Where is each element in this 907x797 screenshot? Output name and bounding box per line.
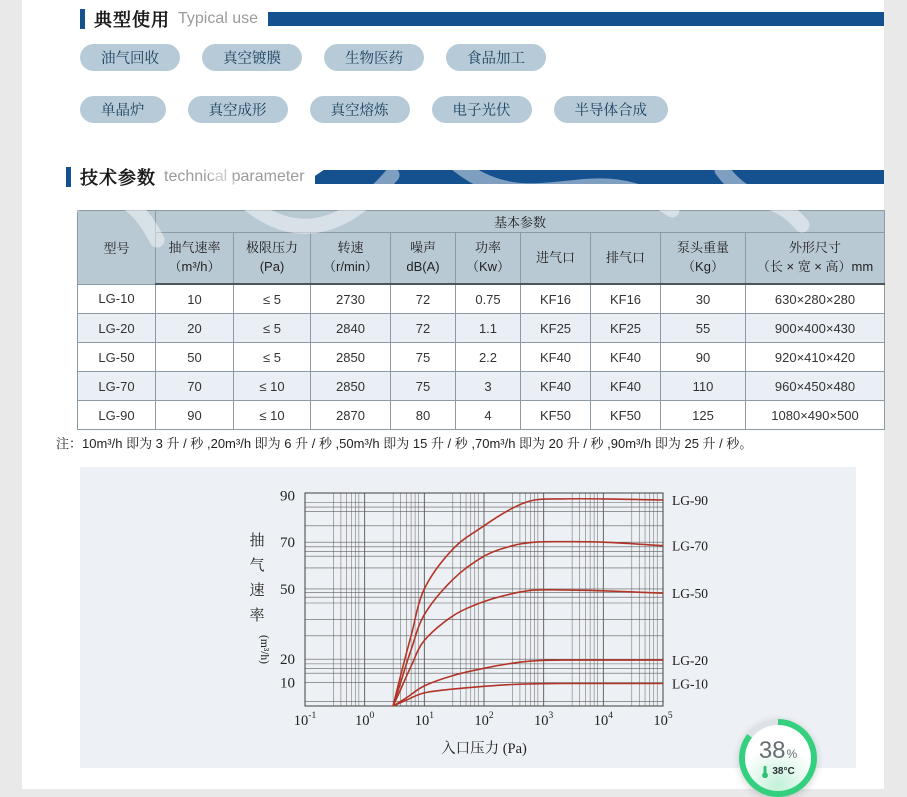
table-cell: 2.2 (456, 343, 521, 372)
table-row (78, 343, 885, 372)
table-cell: LG-20 (78, 314, 156, 343)
svg-text:70: 70 (280, 535, 295, 552)
thermometer-icon (761, 765, 769, 778)
section-rule (268, 12, 884, 26)
pump-speed-chart (80, 467, 856, 768)
svg-text:90: 90 (280, 488, 295, 505)
svg-text:103: $10^3$ (534, 711, 554, 729)
section-typical-use (80, 6, 884, 32)
table-cell: 125 (661, 401, 746, 430)
parameter-table (77, 210, 885, 430)
table-cell: KF16 (521, 284, 591, 314)
chart-canvas (80, 467, 856, 768)
table-row (78, 284, 885, 314)
table-cell: 2730 (311, 284, 391, 314)
table-row (78, 314, 885, 343)
column-header: 转速 （r/min） (311, 233, 391, 285)
svg-text:100: $10^0$ (355, 711, 375, 729)
table-cell: KF50 (591, 401, 661, 430)
table-cell: 10 (156, 284, 234, 314)
table-cell: 70 (156, 372, 234, 401)
temperature-readout: 38°C (761, 765, 794, 778)
progress-ring-inner (745, 725, 811, 791)
group-header: 基本参数 (156, 211, 885, 233)
curve-label: LG-10 (672, 676, 708, 692)
svg-text:10: 10 (280, 675, 295, 692)
table-cell: ≤ 5 (234, 284, 311, 314)
svg-text:102: $10^2$ (474, 711, 494, 729)
table-cell: 1080×490×500 (746, 401, 885, 430)
table-row (78, 401, 885, 430)
table-cell: 900×400×430 (746, 314, 885, 343)
section-title-en: Typical use (178, 10, 259, 27)
section-title-cn: 技术参数 (80, 168, 156, 188)
section-accent-bar (80, 9, 85, 29)
table-cell: 2840 (311, 314, 391, 343)
table-cell: KF40 (591, 372, 661, 401)
application-tag: 电子光伏 (432, 96, 532, 123)
curve-label: LG-20 (672, 653, 708, 669)
column-header: 泵头重量 （Kg） (661, 233, 746, 285)
tag-row-2 (80, 96, 668, 123)
svg-text:101: $10^1$ (414, 711, 434, 729)
table-cell: KF16 (591, 284, 661, 314)
section-accent-bar (66, 167, 71, 187)
column-header: 型号 (78, 211, 156, 285)
param-table-head (78, 211, 885, 285)
section-title-en: technical parameter (164, 168, 305, 185)
svg-text:50: 50 (280, 581, 295, 598)
curve-LG-10 (393, 684, 663, 707)
table-cell: KF40 (521, 372, 591, 401)
svg-text:抽: 抽 (249, 533, 265, 549)
table-cell: KF25 (521, 314, 591, 343)
column-header: 功率 （Kw） (456, 233, 521, 285)
svg-text:(m³/h): (m³/h) (258, 635, 270, 664)
section-tech-params (66, 164, 884, 190)
table-cell: 90 (661, 343, 746, 372)
svg-text:20: 20 (280, 652, 295, 669)
svg-text:率: 率 (249, 608, 265, 624)
table-cell: 920×410×420 (746, 343, 885, 372)
param-table-body (78, 284, 885, 430)
table-note: 注：10m³/h 即为 3 升 / 秒 ,20m³/h 即为 6 升 / 秒 ,50m³/h 即为 15 升 / 秒 ,70m³/h 即为 20 升 / 秒 ,90m³/h 即为 25 升 / 秒。 (56, 436, 753, 451)
curve-LG-50 (393, 590, 663, 706)
column-header: 外形尺寸 （长 × 宽 × 高）mm (746, 233, 885, 285)
table-cell: 110 (661, 372, 746, 401)
table-cell: 90 (156, 401, 234, 430)
table-cell: KF50 (521, 401, 591, 430)
table-cell: 4 (456, 401, 521, 430)
svg-text:104: $10^4$ (593, 711, 613, 729)
table-cell: ≤ 10 (234, 401, 311, 430)
application-tag: 真空镀膜 (202, 44, 302, 71)
column-header: 抽气速率 （m³/h） (156, 233, 234, 285)
column-header: 排气口 (591, 233, 661, 285)
svg-text:入口压力 (Pa): 入口压力 (Pa) (441, 741, 527, 757)
table-cell: 75 (391, 343, 456, 372)
application-tag: 食品加工 (446, 44, 546, 71)
application-tag: 生物医药 (324, 44, 424, 71)
table-cell: 2850 (311, 372, 391, 401)
curve-label: LG-70 (672, 538, 708, 554)
column-header: 进气口 (521, 233, 591, 285)
table-cell: 630×280×280 (746, 284, 885, 314)
table-cell: 3 (456, 372, 521, 401)
table-cell: LG-10 (78, 284, 156, 314)
application-tag: 单晶炉 (80, 96, 166, 123)
temperature-widget[interactable] (739, 719, 817, 797)
table-cell: 1.1 (456, 314, 521, 343)
svg-text:速: 速 (249, 583, 265, 599)
table-cell: 72 (391, 284, 456, 314)
table-cell: 2850 (311, 343, 391, 372)
table-cell: 2870 (311, 401, 391, 430)
table-row (78, 372, 885, 401)
battery-percent: 38 % (758, 736, 798, 764)
application-tag: 油气回收 (80, 44, 180, 71)
table-cell: KF40 (591, 343, 661, 372)
svg-text:气: 气 (249, 558, 265, 574)
table-cell: ≤ 5 (234, 314, 311, 343)
table-cell: 50 (156, 343, 234, 372)
application-tag: 真空成形 (188, 96, 288, 123)
table-cell: LG-90 (78, 401, 156, 430)
section-title-cn: 典型使用 (94, 10, 170, 30)
section-rule (315, 170, 884, 184)
table-cell: 960×450×480 (746, 372, 885, 401)
table-cell: KF40 (521, 343, 591, 372)
table-cell: 72 (391, 314, 456, 343)
table-cell: ≤ 10 (234, 372, 311, 401)
application-tag: 真空熔炼 (310, 96, 410, 123)
curve-label: LG-90 (672, 493, 708, 509)
table-cell: 0.75 (456, 284, 521, 314)
tag-row-1 (80, 44, 546, 71)
table-cell: LG-70 (78, 372, 156, 401)
column-header: 极限压力 (Pa) (234, 233, 311, 285)
datasheet-page (22, 0, 884, 789)
table-cell: 75 (391, 372, 456, 401)
column-header: 噪声 dB(A) (391, 233, 456, 285)
table-cell: 80 (391, 401, 456, 430)
svg-text:10-1: $10^{-1}$ (293, 711, 317, 729)
table-cell: ≤ 5 (234, 343, 311, 372)
table-cell: LG-50 (78, 343, 156, 372)
curve-label: LG-50 (672, 586, 708, 602)
svg-text:105: $10^5$ (653, 711, 673, 729)
table-cell: KF25 (591, 314, 661, 343)
table-cell: 55 (661, 314, 746, 343)
table-cell: 20 (156, 314, 234, 343)
table-cell: 30 (661, 284, 746, 314)
application-tag: 半导体合成 (554, 96, 669, 123)
